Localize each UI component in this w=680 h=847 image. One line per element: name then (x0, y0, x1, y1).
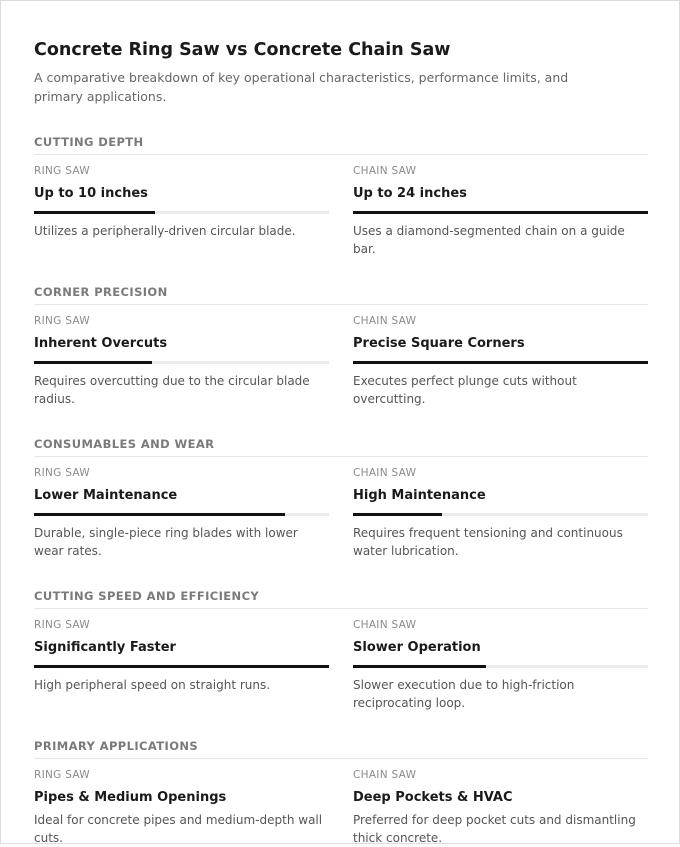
metric-description: Ideal for concrete pipes and medium-depth wall cuts. (34, 813, 323, 845)
tool-label: RING SAW (34, 315, 90, 327)
rating-bar (353, 361, 648, 364)
tool-label: RING SAW (34, 619, 90, 631)
ring-saw-column (34, 466, 329, 560)
ring-saw-column (34, 768, 329, 847)
metric-value: Inherent Overcuts (34, 336, 168, 351)
metric-description: Durable, single-piece ring blades with lower wear rates. (34, 526, 298, 558)
metric-value: Significantly Faster (34, 640, 176, 655)
chain-saw-column (353, 466, 648, 560)
rating-bar-fill (353, 513, 442, 516)
tool-label: RING SAW (34, 165, 90, 177)
section-heading: PRIMARY APPLICATIONS (34, 739, 648, 759)
rating-bar (353, 665, 648, 668)
metric-value: Slower Operation (353, 640, 481, 655)
rating-bar-fill (353, 211, 648, 214)
rating-bar-fill (34, 665, 329, 668)
rating-bar (34, 665, 329, 668)
metric-description: High peripheral speed on straight runs. (34, 678, 271, 692)
page-title: Concrete Ring Saw vs Concrete Chain Saw (34, 40, 451, 60)
section-speed-efficiency (34, 589, 648, 712)
rating-bar-fill (34, 361, 152, 364)
metric-description: Uses a diamond-segmented chain on a guide bar. (353, 224, 625, 256)
tool-label: CHAIN SAW (353, 467, 417, 479)
card-content (34, 39, 648, 847)
section-heading: CUTTING SPEED AND EFFICIENCY (34, 589, 648, 609)
metric-description: Requires overcutting due to the circular blade radius. (34, 374, 310, 406)
metric-value: Up to 10 inches (34, 186, 148, 201)
rating-bar-fill (34, 211, 155, 214)
tool-label: RING SAW (34, 467, 90, 479)
metric-value: Up to 24 inches (353, 186, 467, 201)
tool-label: CHAIN SAW (353, 619, 417, 631)
comparison-row (34, 768, 648, 847)
comparison-row (34, 466, 648, 560)
comparison-row (34, 164, 648, 258)
rating-bar (353, 211, 648, 214)
comparison-row (34, 618, 648, 712)
tool-label: RING SAW (34, 769, 90, 781)
tool-label: CHAIN SAW (353, 315, 417, 327)
metric-value: High Maintenance (353, 488, 486, 503)
section-heading: CORNER PRECISION (34, 285, 648, 305)
section-corner-precision (34, 285, 648, 408)
tool-label: CHAIN SAW (353, 165, 417, 177)
rating-bar-fill (34, 513, 285, 516)
rating-bar (353, 513, 648, 516)
metric-value: Precise Square Corners (353, 336, 525, 351)
ring-saw-column (34, 618, 329, 712)
metric-description: Executes perfect plunge cuts without overcutting. (353, 374, 577, 406)
ring-saw-column (34, 314, 329, 408)
rating-bar-fill (353, 361, 648, 364)
rating-bar-fill (353, 665, 486, 668)
section-primary-applications (34, 739, 648, 847)
metric-description: Requires frequent tensioning and continuous water lubrication. (353, 526, 623, 558)
metric-description: Utilizes a peripherally-driven circular blade. (34, 224, 296, 238)
page-subtitle: A comparative breakdown of key operational characteristics, performance limits, and primary applications. (34, 70, 569, 104)
section-heading: CONSUMABLES AND WEAR (34, 437, 648, 457)
metric-description: Slower execution due to high-friction reciprocating loop. (353, 678, 575, 710)
chain-saw-column (353, 164, 648, 258)
metric-value: Pipes & Medium Openings (34, 790, 227, 805)
section-consumables-wear (34, 437, 648, 560)
section-heading: CUTTING DEPTH (34, 135, 648, 155)
chain-saw-column (353, 314, 648, 408)
rating-bar (34, 361, 329, 364)
comparison-row (34, 314, 648, 408)
ring-saw-column (34, 164, 329, 258)
metric-description: Preferred for deep pocket cuts and dismantling thick concrete. (353, 813, 636, 845)
chain-saw-column (353, 768, 648, 847)
rating-bar (34, 513, 329, 516)
metric-value: Lower Maintenance (34, 488, 178, 503)
chain-saw-column (353, 618, 648, 712)
rating-bar (34, 211, 329, 214)
metric-value: Deep Pockets & HVAC (353, 790, 513, 805)
tool-label: CHAIN SAW (353, 769, 417, 781)
section-cutting-depth (34, 135, 648, 258)
